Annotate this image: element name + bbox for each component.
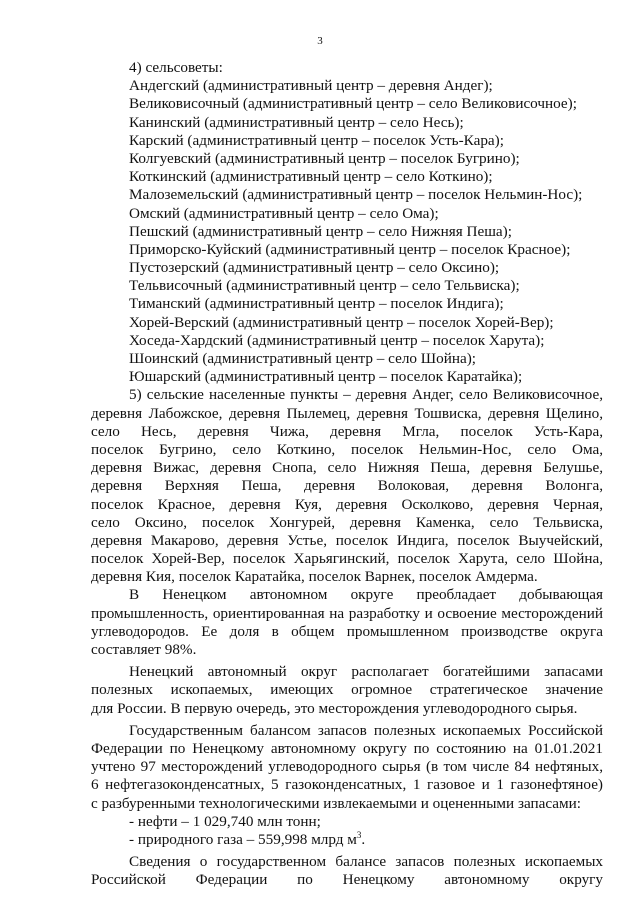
paragraph-line: полезных ископаемых, имеющих огромное стратегическое значение	[91, 681, 603, 699]
gas-reserves-item	[91, 831, 603, 849]
paragraph-state-balance	[91, 722, 603, 849]
council-item: Тельвисочный (административный центр – село Тельвиска);	[129, 277, 520, 295]
section-village-councils	[91, 59, 603, 386]
gas-reserves-text: - природного газа – 559,998 млрд м	[129, 830, 357, 848]
paragraph-line: деревня Лабожское, деревня Пылемец, деревня Тошвиска, деревня Щелино,	[91, 404, 603, 422]
paragraph-reserves	[91, 663, 603, 718]
gas-reserves-end: .	[361, 830, 366, 848]
paragraph-line: Российской Федерации по Ненецкому автономному округу	[91, 871, 603, 889]
council-item: Канинский (административный центр – село Несь);	[129, 113, 464, 131]
document-body	[91, 59, 603, 889]
paragraph-last-line: составляет 98%.	[91, 641, 197, 658]
council-item: Шоинский (административный центр – село Шойна);	[129, 350, 476, 367]
page-number: 3	[317, 35, 323, 47]
paragraph-line: Ненецкий автономный округ располагает богатейшими запасами	[129, 663, 603, 681]
council-item: Приморско-Куйский (административный центр – поселок Красное);	[129, 240, 571, 258]
council-item: Юшарский (административный центр – поселок Каратайка);	[129, 368, 523, 386]
council-item: Пустозерский (административный центр – село Оксино);	[129, 259, 500, 277]
council-item: Хоседа-Хардский (административный центр – поселок Харута);	[129, 331, 545, 349]
council-item: Карский (административный центр – поселок Усть-Кара);	[129, 131, 504, 149]
paragraph-line: село Оксино, поселок Хонгурей, деревня Каменка, село Тельвиска,	[91, 513, 603, 531]
paragraph-line: Государственным балансом запасов полезных ископаемых Российской	[129, 721, 603, 739]
paragraph-line: село Несь, деревня Чижа, деревня Мгла, поселок Усть-Кара,	[91, 422, 603, 440]
paragraph-last-line: для России. В первую очередь, это месторождения углеводородного сырья.	[91, 699, 578, 717]
paragraph-line: Сведения о государственном балансе запасов полезных ископаемых	[129, 853, 603, 871]
section-rural-settlements	[91, 386, 603, 586]
paragraph-line: 5) сельские населенные пункты – деревня Андег, село Великовисочное,	[129, 386, 603, 404]
council-item: Омский (административный центр – село Ома);	[129, 204, 439, 222]
paragraph-line: деревня Макарово, деревня Устье, поселок Индига, поселок Выучейский,	[91, 531, 603, 549]
paragraph-line: поселок Бугрино, село Коткино, поселок Нельмин-Нос, село Ома,	[91, 440, 603, 458]
cubic-superscript: 3	[356, 829, 362, 840]
paragraph-line: Федерации по Ненецкому автономному округу по состоянию на 01.01.2021	[91, 739, 603, 757]
oil-reserves-item: - нефти – 1 029,740 млн тонн;	[129, 812, 321, 830]
paragraph-line: деревня Верхняя Пеша, деревня Волоковая, деревня Волонга,	[91, 477, 603, 495]
council-item: Тиманский (административный центр – поселок Индига);	[129, 295, 504, 313]
paragraph-last-line: с разбуренными технологическими извлекаемыми и оцененными запасами:	[91, 794, 581, 812]
council-item: Коткинский (административный центр – село Коткино);	[129, 168, 493, 186]
council-item: Колгуевский (административный центр – поселок Бугрино);	[129, 149, 520, 167]
paragraph-line: В Ненецком автономном округе преобладает добывающая	[129, 586, 603, 604]
council-item: Хорей-Верский (административный центр – поселок Хорей-Вер);	[129, 313, 554, 331]
paragraph-last-line: деревня Кия, поселок Каратайка, поселок Варнек, поселок Амдерма.	[91, 568, 538, 586]
paragraph-line: 6 нефтегазоконденсатных, 5 газоконденсатных, 1 газовое и 1 газонефтяное)	[91, 776, 603, 794]
section-heading: 4) сельсоветы:	[129, 59, 223, 76]
paragraph-balance-info	[91, 853, 603, 889]
council-item: Великовисочный (административный центр – село Великовисочное);	[129, 95, 577, 113]
paragraph-line: поселок Хорей-Вер, поселок Харьягинский, поселок Харута, село Шойна,	[91, 550, 603, 568]
paragraph-line: промышленность, ориентированная на разработку и освоение месторождений	[91, 604, 603, 622]
council-item: Андегский (административный центр – деревня Андег);	[129, 77, 493, 95]
council-item: Малоземельский (административный центр – поселок Нельмин-Нос);	[129, 186, 583, 204]
paragraph-industry	[91, 586, 603, 659]
paragraph-line: поселок Красное, деревня Куя, деревня Осколково, деревня Черная,	[91, 495, 603, 513]
paragraph-line: деревня Вижас, деревня Снопа, село Нижняя Пеша, деревня Белушье,	[91, 459, 603, 477]
paragraph-line: углеводородов. Ее доля в общем промышленном производстве округа	[91, 622, 603, 640]
council-item: Пешский (административный центр – село Нижняя Пеша);	[129, 222, 512, 240]
paragraph-line: учтено 97 месторождений углеводородного сырья (в том числе 84 нефтяных,	[91, 758, 603, 776]
